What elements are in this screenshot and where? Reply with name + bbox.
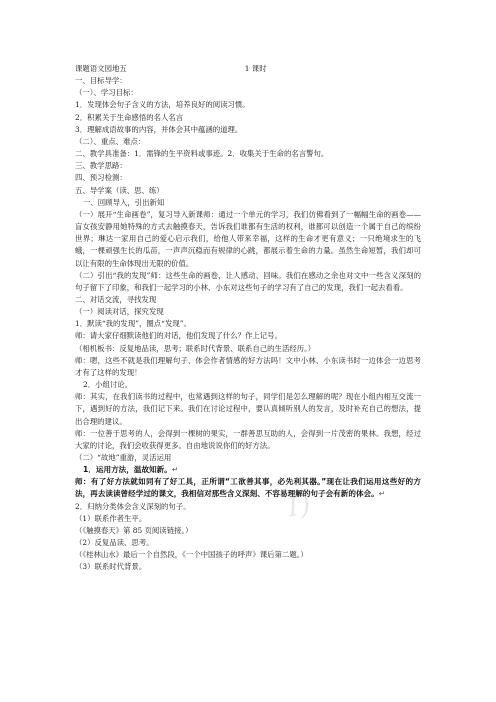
text-line: 师：请大家仔细默读他们的对话，他们发现了什么？作上记号。 — [75, 331, 282, 341]
paragraph: 师：一位善于思考的人，会得到一棵树的果实，一群善思互助的人，会得到一片茂密的果林。我想，经过大家的讨论，我们会收获得更多。自由地说说你们的好方法。 — [75, 428, 421, 450]
text-line: （1）联系作者生平。 — [75, 513, 147, 523]
text-line: 1．默读“我的发现”，圈点“发现”。 — [75, 319, 191, 329]
text-line: 3．理解成语故事的内容，并体会其中蕴涵的道理。 — [75, 124, 243, 134]
text-line: 三、教学思路： — [75, 161, 127, 171]
text-line: （二）“故地”重游，灵活运用 — [75, 453, 172, 462]
text-line: 1．发现体会句子含义的方法，培养良好的阅读习惯。 — [75, 100, 250, 110]
document-body — [75, 63, 421, 574]
text-line: （二）、重点、难点： — [75, 136, 146, 146]
text-line: 四、预习检测： — [75, 173, 127, 183]
highlight-title — [75, 464, 421, 476]
paragraph: 师：其实，在我们读书的过程中，也常遇到这样的句子，同学们是怎么理解的呢？现在小组内相互交流一下，遇到好的方法，我们记下来。我们在讨论过程中，要认真倾听别人的发言，及时补充自己的想法，提出合理的建议。 — [75, 392, 421, 426]
text-line: （2）反复品读、思考。 — [75, 538, 154, 548]
header-title: 课题语文园地五 — [75, 64, 127, 73]
header-hours: 1 课时 — [244, 64, 267, 73]
text-line: （3）联系时代背景。 — [75, 562, 147, 572]
document-header — [75, 63, 421, 75]
text-line: 一、回顾导入，引出新知 — [83, 197, 165, 207]
text-line: （一）、学习目标： — [75, 88, 138, 98]
text-line: 五、导学案（读、思、练） — [75, 185, 164, 195]
return-mark: ↵ — [171, 465, 179, 475]
text-line: （《触摸春天》第 85 页阅读链接。） — [75, 525, 193, 535]
text-line: （《桂林山水》最后一个自然段，《一个中国孩子的呼声》课后第二题。） — [75, 550, 308, 560]
watermark: I) — [286, 490, 315, 524]
text-line: 一、目标导学： — [75, 76, 127, 86]
text-line: 二、教学具准备：1．需锋的生平资料或事迹。2．收集关于生命的名言警句。 — [75, 149, 329, 159]
text-line: （相机板书：反复地品读，思考；联系时代背景、联系自己的生活经历。） — [75, 343, 316, 353]
text-line: 2．小组讨论。 — [83, 380, 133, 390]
highlight-body: 师：有了好方法就如同有了好工具，正所谓“工欲善其事，必先利其器。”现在让我们运用这些好的方法，再去读读曾经学过的课文，我相信对那些含义深刻、不容易理解的句子会有新的体会。 — [75, 477, 421, 499]
paragraph: （一）展开“生命画卷”，复习导入新课师：通过一个单元的学习，我们仿佛看到了一幅幅生命的画卷——盲女孩安静用她特殊的方式去触摸春天，告诉我们谁都有生活的权利，谁都可以创造一个属于自己的缤纷世界；琳达一家用自己的爱心启示我们，给他人带来幸福，这样的生命才更有意义；一只绝境求生的飞蛾，一棵顽强生长的瓜苗，一声声沉稳而有规律的心跳，都展示着生命的力量。虽然生命短暂，我们却可以让有限的生命体现出无限的价值。 — [75, 209, 421, 268]
highlight-paragraph — [75, 476, 421, 500]
paragraph: 师：嗯，这些不就是我们理解句子、体会作者情感的好方法吗！文中小林、小东读书时一边体会一边思考才有了这样的发现！ — [75, 355, 421, 377]
text-line: 二、对话交流，寻找发现 — [75, 294, 157, 304]
paragraph: （二）引出“我的发现”师：这些生命的画卷，让人感动、回味。我们在感动之余也对文中一些含义深刻的句子留下了印象，和我们一起学习的小林、小东对这些句子的学习有了自己的发现，我们一起去看看。 — [75, 270, 421, 292]
highlight-title-text: 1．运用方法，温故知新。 — [83, 465, 172, 475]
text-line: 2．积累关于生命感悟的名人名言 — [75, 112, 184, 122]
return-mark: ↵ — [378, 489, 386, 499]
text-line: 2．归纳分类体会含义深刻的句子。 — [75, 501, 191, 511]
text-line: （一）阅读对话，探究发现 — [75, 307, 164, 317]
